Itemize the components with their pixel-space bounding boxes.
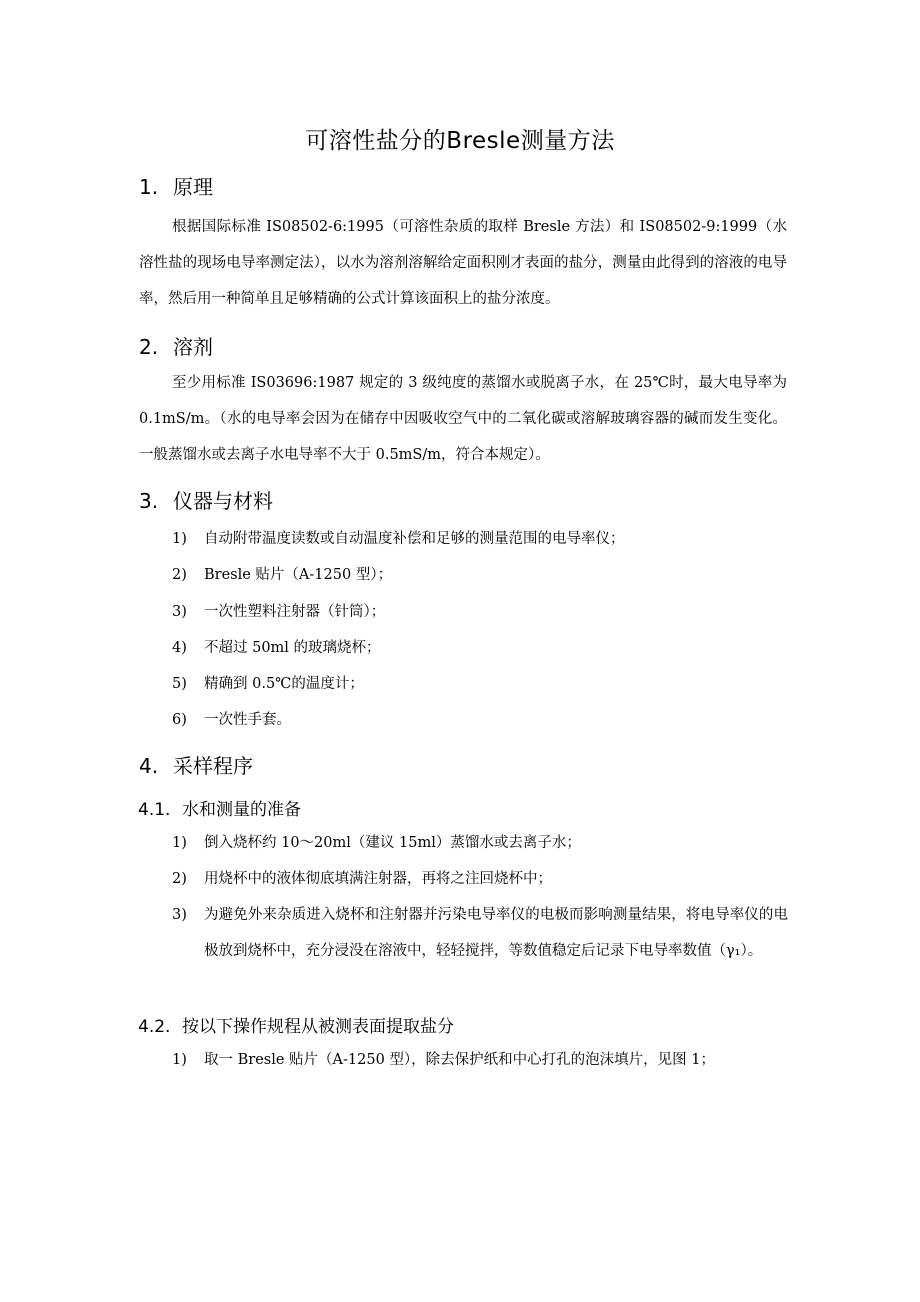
section-paragraph-1: 根据国际标准 IS08502-6:1995（可溶性杂质的取样 Bresle 方法）和 IS08502-9:1999（水溶性盐的现场电导率测定法），以水为溶剂溶解给定面积刚才表面的盐分，测量由此得到的溶液的电导率，然后用一种简单且足够精确的公式计算该面积上的盐分浓度。 bbox=[139, 219, 787, 307]
section-title: 原理 bbox=[173, 175, 213, 199]
subsection-heading-4-1 bbox=[138, 795, 301, 820]
list-item bbox=[172, 702, 788, 738]
item-number: 3) bbox=[172, 604, 187, 620]
item-number: 4) bbox=[172, 640, 187, 656]
section-heading-2 bbox=[139, 331, 213, 360]
section-title: 仪器与材料 bbox=[173, 489, 273, 513]
item-text: 倒入烧杯约 10～20ml（建议 15ml）蒸馏水或去离子水； bbox=[204, 835, 581, 851]
section-paragraph-2: 至少用标准 IS03696:1987 规定的 3 级纯度的蒸馏水或脱离子水，在 25℃时，最大电导率为 0.1mS/m。（水的电导率会因为在储存中因吸收空气中的二氧化碳或溶解玻璃容器的碱而发生变化。一般蒸馏水或去离子水电导率不大于 0.5mS/m，符合本规定）。 bbox=[139, 375, 787, 463]
section-number: 1. bbox=[139, 175, 159, 199]
list-item bbox=[172, 1042, 788, 1078]
section-title: 溶剂 bbox=[173, 335, 213, 359]
list-item bbox=[172, 630, 788, 666]
section-number: 4. bbox=[139, 754, 159, 778]
subsection-heading-4-2 bbox=[138, 1012, 454, 1037]
item-number: 2) bbox=[172, 871, 187, 887]
document-title: 可溶性盐分的Bresle测量方法 bbox=[305, 128, 615, 154]
item-text: 取一 Bresle 贴片（A-1250 型），除去保护纸和中心打孔的泡沫填片，见图 1； bbox=[204, 1052, 716, 1068]
list-item bbox=[172, 825, 788, 861]
list-item bbox=[172, 594, 788, 630]
item-number: 2) bbox=[172, 567, 187, 583]
list-item bbox=[172, 897, 788, 969]
item-text: 一次性手套。 bbox=[204, 712, 291, 728]
subsection-number: 4.1. bbox=[138, 800, 171, 820]
list-item bbox=[172, 557, 788, 593]
item-number: 6) bbox=[172, 712, 187, 728]
list-item bbox=[172, 521, 788, 557]
section-heading-4 bbox=[139, 750, 253, 779]
section-heading-3 bbox=[139, 485, 273, 514]
item-number: 1) bbox=[172, 1052, 187, 1068]
item-number: 1) bbox=[172, 835, 187, 851]
section-number: 2. bbox=[139, 335, 159, 359]
item-text: 一次性塑料注射器（针筒）； bbox=[204, 604, 386, 620]
item-text: 用烧杯中的液体彻底填满注射器，再将之注回烧杯中； bbox=[204, 871, 552, 887]
section-number: 3. bbox=[139, 489, 159, 513]
item-text: 为避免外来杂质进入烧杯和注射器并污染电导率仪的电极而影响测量结果，将电导率仪的电极放到烧杯中，充分浸没在溶液中，轻轻搅拌，等数值稳定后记录下电导率数值（γ₁）。 bbox=[204, 907, 788, 959]
item-text: 自动附带温度读数或自动温度补偿和足够的测量范围的电导率仪； bbox=[204, 531, 625, 547]
section-heading-1 bbox=[139, 171, 213, 200]
list-item bbox=[172, 861, 788, 897]
subsection-number: 4.2. bbox=[138, 1017, 171, 1037]
list-item bbox=[172, 666, 788, 702]
item-number: 5) bbox=[172, 676, 187, 692]
subsection-title: 水和测量的准备 bbox=[182, 800, 301, 820]
item-number: 3) bbox=[172, 907, 187, 923]
item-text: Bresle 贴片（A-1250 型）； bbox=[204, 567, 393, 583]
section-title: 采样程序 bbox=[173, 754, 253, 778]
item-number: 1) bbox=[172, 531, 187, 547]
subsection-title: 按以下操作规程从被测表面提取盐分 bbox=[182, 1017, 454, 1037]
item-text: 不超过 50ml 的玻璃烧杯； bbox=[204, 640, 381, 656]
item-text: 精确到 0.5℃的温度计； bbox=[204, 676, 364, 692]
